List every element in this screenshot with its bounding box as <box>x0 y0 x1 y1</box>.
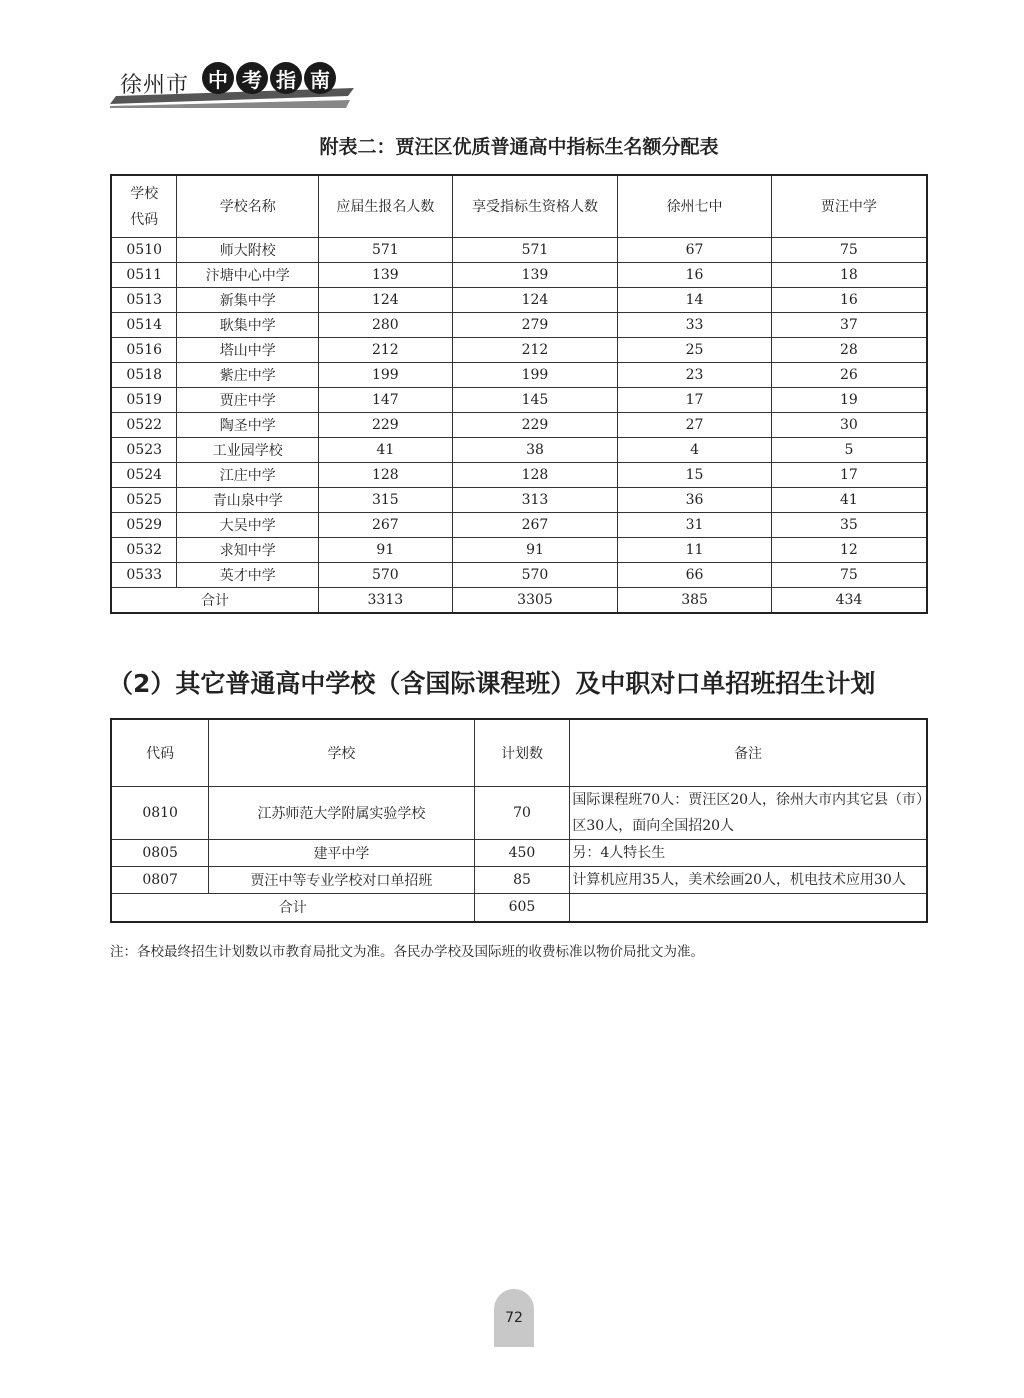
table1-cell-code: 0523 <box>111 438 177 463</box>
table1-cell-qualified: 128 <box>452 463 618 488</box>
table1-total-label: 合计 <box>111 588 319 614</box>
header-title-chars <box>202 62 338 94</box>
table1-cell-code: 0532 <box>111 538 177 563</box>
section2-title: （2）其它普通高中学校（含国际课程班）及中职对口单招班招生计划 <box>108 669 876 698</box>
table1-cell-name: 英才中学 <box>177 563 319 588</box>
footnote: 注：各校最终招生计划数以市教育局批文为准。各民办学校及国际班的收费标准以物价局批文为准。 <box>110 944 704 960</box>
table1-cell-qualified: 229 <box>452 413 618 438</box>
table1-cell-jiawang: 30 <box>771 413 927 438</box>
table1-cell-name: 江庄中学 <box>177 463 319 488</box>
table-row <box>111 538 927 563</box>
table-row <box>111 563 927 588</box>
header-logo <box>110 60 360 108</box>
table1-cell-name: 汴塘中心中学 <box>177 263 319 288</box>
table1-cell-qualified: 313 <box>452 488 618 513</box>
table1-cell-code: 0529 <box>111 513 177 538</box>
header-char: 南 <box>304 62 336 94</box>
table-row <box>111 313 927 338</box>
table1-cell-xuzhou7: 67 <box>618 238 772 263</box>
table-row <box>111 438 927 463</box>
table-row <box>111 840 927 867</box>
table1-cell-applicants: 147 <box>319 388 453 413</box>
table1-cell-name: 青山泉中学 <box>177 488 319 513</box>
table1-cell-jiawang: 26 <box>771 363 927 388</box>
table1-cell-qualified: 199 <box>452 363 618 388</box>
table2-cell-school: 建平中学 <box>209 840 474 867</box>
table2-cell-code: 0805 <box>111 840 209 867</box>
table2-cell-code: 0807 <box>111 867 209 894</box>
table1-cell-qualified: 267 <box>452 513 618 538</box>
page-number: 72 <box>494 1289 534 1347</box>
table1-cell-jiawang: 35 <box>771 513 927 538</box>
table1-cell-code: 0519 <box>111 388 177 413</box>
table1-cell-xuzhou7: 25 <box>618 338 772 363</box>
table1-cell-xuzhou7: 27 <box>618 413 772 438</box>
table2-total-label: 合计 <box>111 894 474 922</box>
table1-cell-name: 大吴中学 <box>177 513 319 538</box>
table1-cell-code: 0516 <box>111 338 177 363</box>
table1-cell-code: 0524 <box>111 463 177 488</box>
table1-cell-xuzhou7: 36 <box>618 488 772 513</box>
table-row <box>111 787 927 840</box>
table1-header-code: 学校代码 <box>111 175 177 238</box>
table1-title: 附表二：贾汪区优质普通高中指标生名额分配表 <box>319 136 719 158</box>
table1-cell-qualified: 570 <box>452 563 618 588</box>
table1-cell-applicants: 139 <box>319 263 453 288</box>
table2-total-cell <box>570 894 927 922</box>
table1-total-cell: 434 <box>771 588 927 614</box>
table1-cell-name: 师大附校 <box>177 238 319 263</box>
table1-header-row <box>111 175 927 238</box>
table-row <box>111 388 927 413</box>
table1-cell-xuzhou7: 17 <box>618 388 772 413</box>
table1-cell-qualified: 212 <box>452 338 618 363</box>
table1-total-cell: 3305 <box>452 588 618 614</box>
table1-cell-applicants: 41 <box>319 438 453 463</box>
table-row <box>111 238 927 263</box>
table-row <box>111 488 927 513</box>
table-row <box>111 463 927 488</box>
table1-cell-jiawang: 75 <box>771 238 927 263</box>
header-char: 考 <box>236 62 268 94</box>
table1-cell-jiawang: 37 <box>771 313 927 338</box>
table1 <box>110 174 928 614</box>
table1-cell-applicants: 212 <box>319 338 453 363</box>
table1-cell-applicants: 91 <box>319 538 453 563</box>
header-city: 徐州市 <box>120 73 190 98</box>
table1-cell-code: 0518 <box>111 363 177 388</box>
table1-header-qualified: 享受指标生资格人数 <box>452 175 618 238</box>
table1-cell-xuzhou7: 15 <box>618 463 772 488</box>
table1-cell-jiawang: 17 <box>771 463 927 488</box>
table1-cell-jiawang: 12 <box>771 538 927 563</box>
table1-cell-xuzhou7: 4 <box>618 438 772 463</box>
table1-cell-applicants: 267 <box>319 513 453 538</box>
table2 <box>110 718 928 923</box>
table-row <box>111 413 927 438</box>
table2-cell-plan: 450 <box>474 840 570 867</box>
table1-header-applicants: 应届生报名人数 <box>319 175 453 238</box>
table1-cell-name: 工业园学校 <box>177 438 319 463</box>
header-char: 中 <box>202 62 234 94</box>
table1-cell-code: 0511 <box>111 263 177 288</box>
table1-cell-code: 0522 <box>111 413 177 438</box>
table2-cell-school: 江苏师范大学附属实验学校 <box>209 787 474 840</box>
table1-total-row <box>111 588 927 614</box>
table1-cell-jiawang: 19 <box>771 388 927 413</box>
table2-header-code: 代码 <box>111 719 209 787</box>
header-char: 指 <box>270 62 302 94</box>
table1-cell-xuzhou7: 16 <box>618 263 772 288</box>
table1-cell-xuzhou7: 11 <box>618 538 772 563</box>
table1-cell-jiawang: 16 <box>771 288 927 313</box>
table1-cell-qualified: 139 <box>452 263 618 288</box>
table2-header-plan: 计划数 <box>474 719 570 787</box>
table1-cell-jiawang: 28 <box>771 338 927 363</box>
table1-cell-code: 0525 <box>111 488 177 513</box>
table1-cell-applicants: 570 <box>319 563 453 588</box>
table2-cell-school: 贾汪中等专业学校对口单招班 <box>209 867 474 894</box>
table1-cell-name: 塔山中学 <box>177 338 319 363</box>
table-row <box>111 513 927 538</box>
table2-cell-note: 国际课程班70人：贾汪区20人，徐州大市内其它县（市）区30人，面向全国招20人 <box>570 787 927 840</box>
table1-cell-applicants: 124 <box>319 288 453 313</box>
table1-cell-jiawang: 75 <box>771 563 927 588</box>
table1-cell-xuzhou7: 33 <box>618 313 772 338</box>
table1-cell-code: 0533 <box>111 563 177 588</box>
table1-cell-name: 紫庄中学 <box>177 363 319 388</box>
table1-cell-applicants: 229 <box>319 413 453 438</box>
table1-header-xuzhou7: 徐州七中 <box>618 175 772 238</box>
table1-cell-name: 新集中学 <box>177 288 319 313</box>
table2-total-row <box>111 894 927 922</box>
table1-cell-qualified: 38 <box>452 438 618 463</box>
table1-cell-jiawang: 5 <box>771 438 927 463</box>
table1-cell-xuzhou7: 23 <box>618 363 772 388</box>
table1-cell-qualified: 571 <box>452 238 618 263</box>
table1-cell-qualified: 124 <box>452 288 618 313</box>
table1-cell-jiawang: 41 <box>771 488 927 513</box>
table2-header-note: 备注 <box>570 719 927 787</box>
table1-cell-xuzhou7: 66 <box>618 563 772 588</box>
table1-cell-name: 耿集中学 <box>177 313 319 338</box>
table1-cell-name: 陶圣中学 <box>177 413 319 438</box>
table2-total-cell: 605 <box>474 894 570 922</box>
table-row <box>111 363 927 388</box>
table1-cell-jiawang: 18 <box>771 263 927 288</box>
table1-cell-applicants: 128 <box>319 463 453 488</box>
table2-cell-plan: 70 <box>474 787 570 840</box>
table1-cell-name: 贾庄中学 <box>177 388 319 413</box>
table1-cell-code: 0513 <box>111 288 177 313</box>
table-row <box>111 263 927 288</box>
table1-cell-applicants: 199 <box>319 363 453 388</box>
table1-cell-applicants: 315 <box>319 488 453 513</box>
table1-header-jiawang: 贾汪中学 <box>771 175 927 238</box>
table2-cell-plan: 85 <box>474 867 570 894</box>
table1-cell-applicants: 280 <box>319 313 453 338</box>
table-row <box>111 867 927 894</box>
table1-cell-qualified: 279 <box>452 313 618 338</box>
table1-cell-xuzhou7: 31 <box>618 513 772 538</box>
table1-cell-code: 0510 <box>111 238 177 263</box>
table-row <box>111 338 927 363</box>
table-row <box>111 288 927 313</box>
table1-cell-xuzhou7: 14 <box>618 288 772 313</box>
table1-cell-name: 求知中学 <box>177 538 319 563</box>
table1-total-cell: 3313 <box>319 588 453 614</box>
table1-cell-qualified: 91 <box>452 538 618 563</box>
table1-cell-applicants: 571 <box>319 238 453 263</box>
table2-header-row <box>111 719 927 787</box>
table2-cell-note: 另：4人特长生 <box>570 840 927 867</box>
table1-cell-code: 0514 <box>111 313 177 338</box>
table2-cell-code: 0810 <box>111 787 209 840</box>
table2-header-school: 学校 <box>209 719 474 787</box>
table2-cell-note: 计算机应用35人，美术绘画20人，机电技术应用30人 <box>570 867 927 894</box>
table1-total-cell: 385 <box>618 588 772 614</box>
table1-cell-qualified: 145 <box>452 388 618 413</box>
table1-header-name: 学校名称 <box>177 175 319 238</box>
